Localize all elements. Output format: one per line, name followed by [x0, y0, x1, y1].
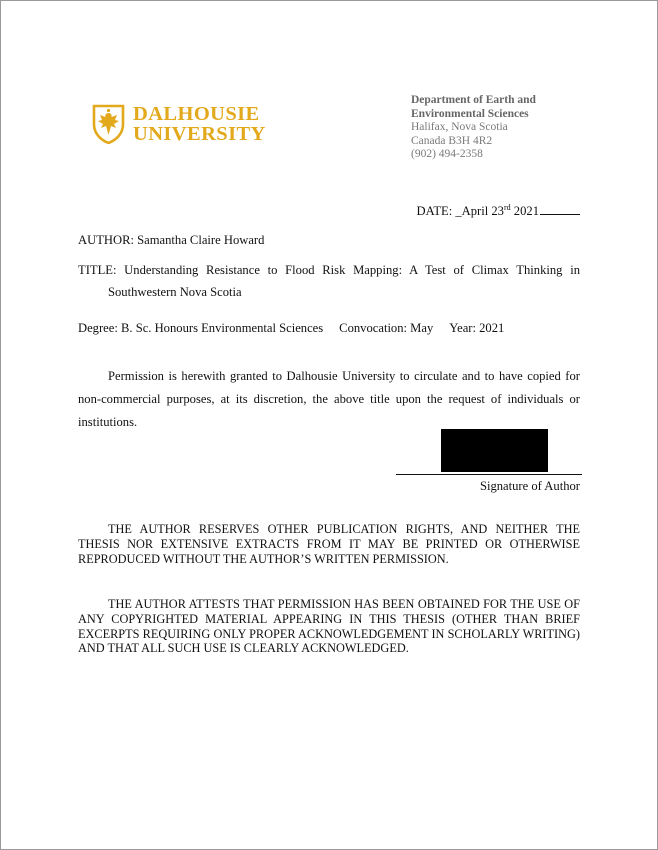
university-logo — [92, 104, 266, 144]
crest-icon — [92, 104, 125, 144]
convocation-value: Convocation: May — [339, 321, 434, 335]
phone-number: (902) 494-2358 — [411, 148, 483, 161]
redacted-signature — [441, 429, 548, 472]
degree-line — [78, 320, 504, 336]
address-line1: Halifax, Nova Scotia — [411, 121, 508, 134]
department-address — [411, 94, 536, 162]
degree-value: Degree: B. Sc. Honours Environmental Sciences — [78, 321, 324, 335]
department-name-line1: Department of Earth and — [411, 94, 536, 106]
title-line2: Southwestern Nova Scotia — [108, 285, 242, 299]
department-name-line2: Environmental Sciences — [411, 107, 529, 120]
logo-line1: DALHOUSIE — [133, 103, 260, 125]
date-year: 2021 — [510, 204, 539, 218]
signature-label: Signature of Author — [479, 479, 580, 493]
title-line1: TITLE: Understanding Resistance to Flood Risk Mapping: A Test of Climax Thinking in — [78, 263, 580, 277]
address-line2: Canada B3H 4R2 — [411, 134, 493, 147]
date-line — [417, 203, 580, 219]
date-blank-underline — [540, 204, 580, 215]
logo-line2: UNIVERSITY — [133, 123, 266, 145]
logo-wordmark — [133, 104, 266, 144]
author-line: AUTHOR: Samantha Claire Howard — [78, 233, 265, 247]
signature-line — [396, 474, 582, 475]
permission-paragraph: Permission is herewith granted to Dalhousie University to circulate and to have copied for non-commercial purposes, at its discretion, the above title upon the request of individuals or institutions. — [78, 369, 580, 429]
date-superscript: rd — [503, 203, 511, 212]
attestation-notice-paragraph: THE AUTHOR ATTESTS THAT PERMISSION HAS BEEN OBTAINED FOR THE USE OF ANY COPYRIGHTED MATERIAL APPEARING IN THIS THESIS (OTHER THAN BRIEF EXCERPTS REQUIRING ONLY PROPER ACKNOWLEDGEMENT IN SCHOLARLY WRITING) AND THAT ALL SUCH USE IS CLEARLY ACKNOWLEDGED. — [78, 597, 580, 656]
year-value: Year: 2021 — [449, 321, 505, 335]
rights-notice-paragraph: THE AUTHOR RESERVES OTHER PUBLICATION RIGHTS, AND NEITHER THE THESIS NOR EXTENSIVE EXTRACTS FROM IT MAY BE PRINTED OR OTHERWISE REPRODUCED WITHOUT THE AUTHOR’S WRITTEN PERMISSION. — [78, 522, 580, 566]
date-prefix: DATE: _April 23 — [416, 204, 504, 218]
